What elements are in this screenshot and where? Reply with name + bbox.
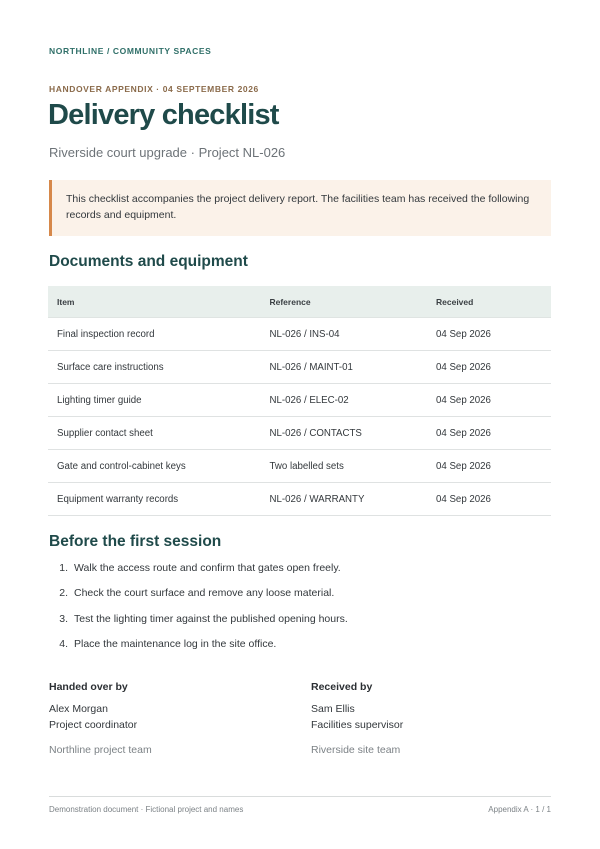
brand-label: NORTHLINE / COMMUNITY SPACES [49,46,212,56]
handed-over-label: Handed over by [49,681,128,693]
received-cell: 04 Sep 2026 [427,417,551,450]
received-by-block [311,681,531,756]
handed-over-team: Northline project team [49,744,152,756]
list-item [49,562,348,587]
reference-cell: Two labelled sets [260,450,427,483]
received-by-label: Received by [311,681,373,693]
table-row [48,483,551,516]
step-text: Place the maintenance log in the site office. [74,637,277,650]
reference-cell: NL-026 / ELEC-02 [260,384,427,417]
list-item [49,638,348,663]
handed-over-role: Project coordinator [49,719,138,731]
reference-cell: NL-026 / INS-04 [260,318,427,351]
handed-over-name: Alex Morgan [49,703,108,715]
received-by-name: Sam Ellis [311,703,355,715]
before-session-heading: Before the first session [49,533,222,550]
step-number: 2. [59,587,68,600]
reference-cell: NL-026 / MAINT-01 [260,351,427,384]
received-cell: 04 Sep 2026 [427,318,551,351]
table-row [48,417,551,450]
page-title: Delivery checklist [48,99,279,131]
step-number: 1. [59,562,68,574]
item-cell: Surface care instructions [48,351,260,384]
received-by-team: Riverside site team [311,744,401,756]
reference-cell: NL-026 / WARRANTY [260,483,427,516]
document-overline: HANDOVER APPENDIX · 04 SEPTEMBER 2026 [49,84,259,94]
column-header-item: Item [48,286,260,318]
item-cell: Lighting timer guide [48,384,260,417]
list-item [49,587,348,612]
received-cell: 04 Sep 2026 [427,351,551,384]
list-item [49,613,348,638]
received-cell: 04 Sep 2026 [427,384,551,417]
column-header-reference: Reference [260,286,427,318]
notice-box [49,180,551,236]
footer-page-number: Appendix A · 1 / 1 [488,805,551,814]
notice-text: This checklist accompanies the project delivery report. The facilities team has received the following records and equipment. [66,193,530,221]
step-text: Check the court surface and remove any loose material. [74,587,335,600]
item-cell: Supplier contact sheet [48,417,260,450]
handed-over-block [49,681,269,756]
table-row [48,318,551,351]
documents-table [48,286,551,516]
item-cell: Equipment warranty records [48,483,260,516]
table-row [48,351,551,384]
table-row [48,450,551,483]
page-subtitle: Riverside court upgrade · Project NL-026 [49,145,286,160]
column-header-received: Received [427,286,551,318]
step-text: Walk the access route and confirm that gates open freely. [74,562,341,574]
reference-cell: NL-026 / CONTACTS [260,417,427,450]
step-text: Test the lighting timer against the published opening hours. [74,612,348,625]
footer-divider [49,796,551,797]
item-cell: Gate and control-cabinet keys [48,450,260,483]
step-number: 3. [59,612,68,625]
item-cell: Final inspection record [48,318,260,351]
table-header-row [48,286,551,318]
documents-heading: Documents and equipment [49,253,248,270]
steps-list [49,562,348,663]
step-number: 4. [59,637,68,650]
table-row [48,384,551,417]
received-cell: 04 Sep 2026 [427,450,551,483]
received-cell: 04 Sep 2026 [427,483,551,516]
footer-note: Demonstration document · Fictional project and names [49,805,244,814]
received-by-role: Facilities supervisor [311,719,404,731]
